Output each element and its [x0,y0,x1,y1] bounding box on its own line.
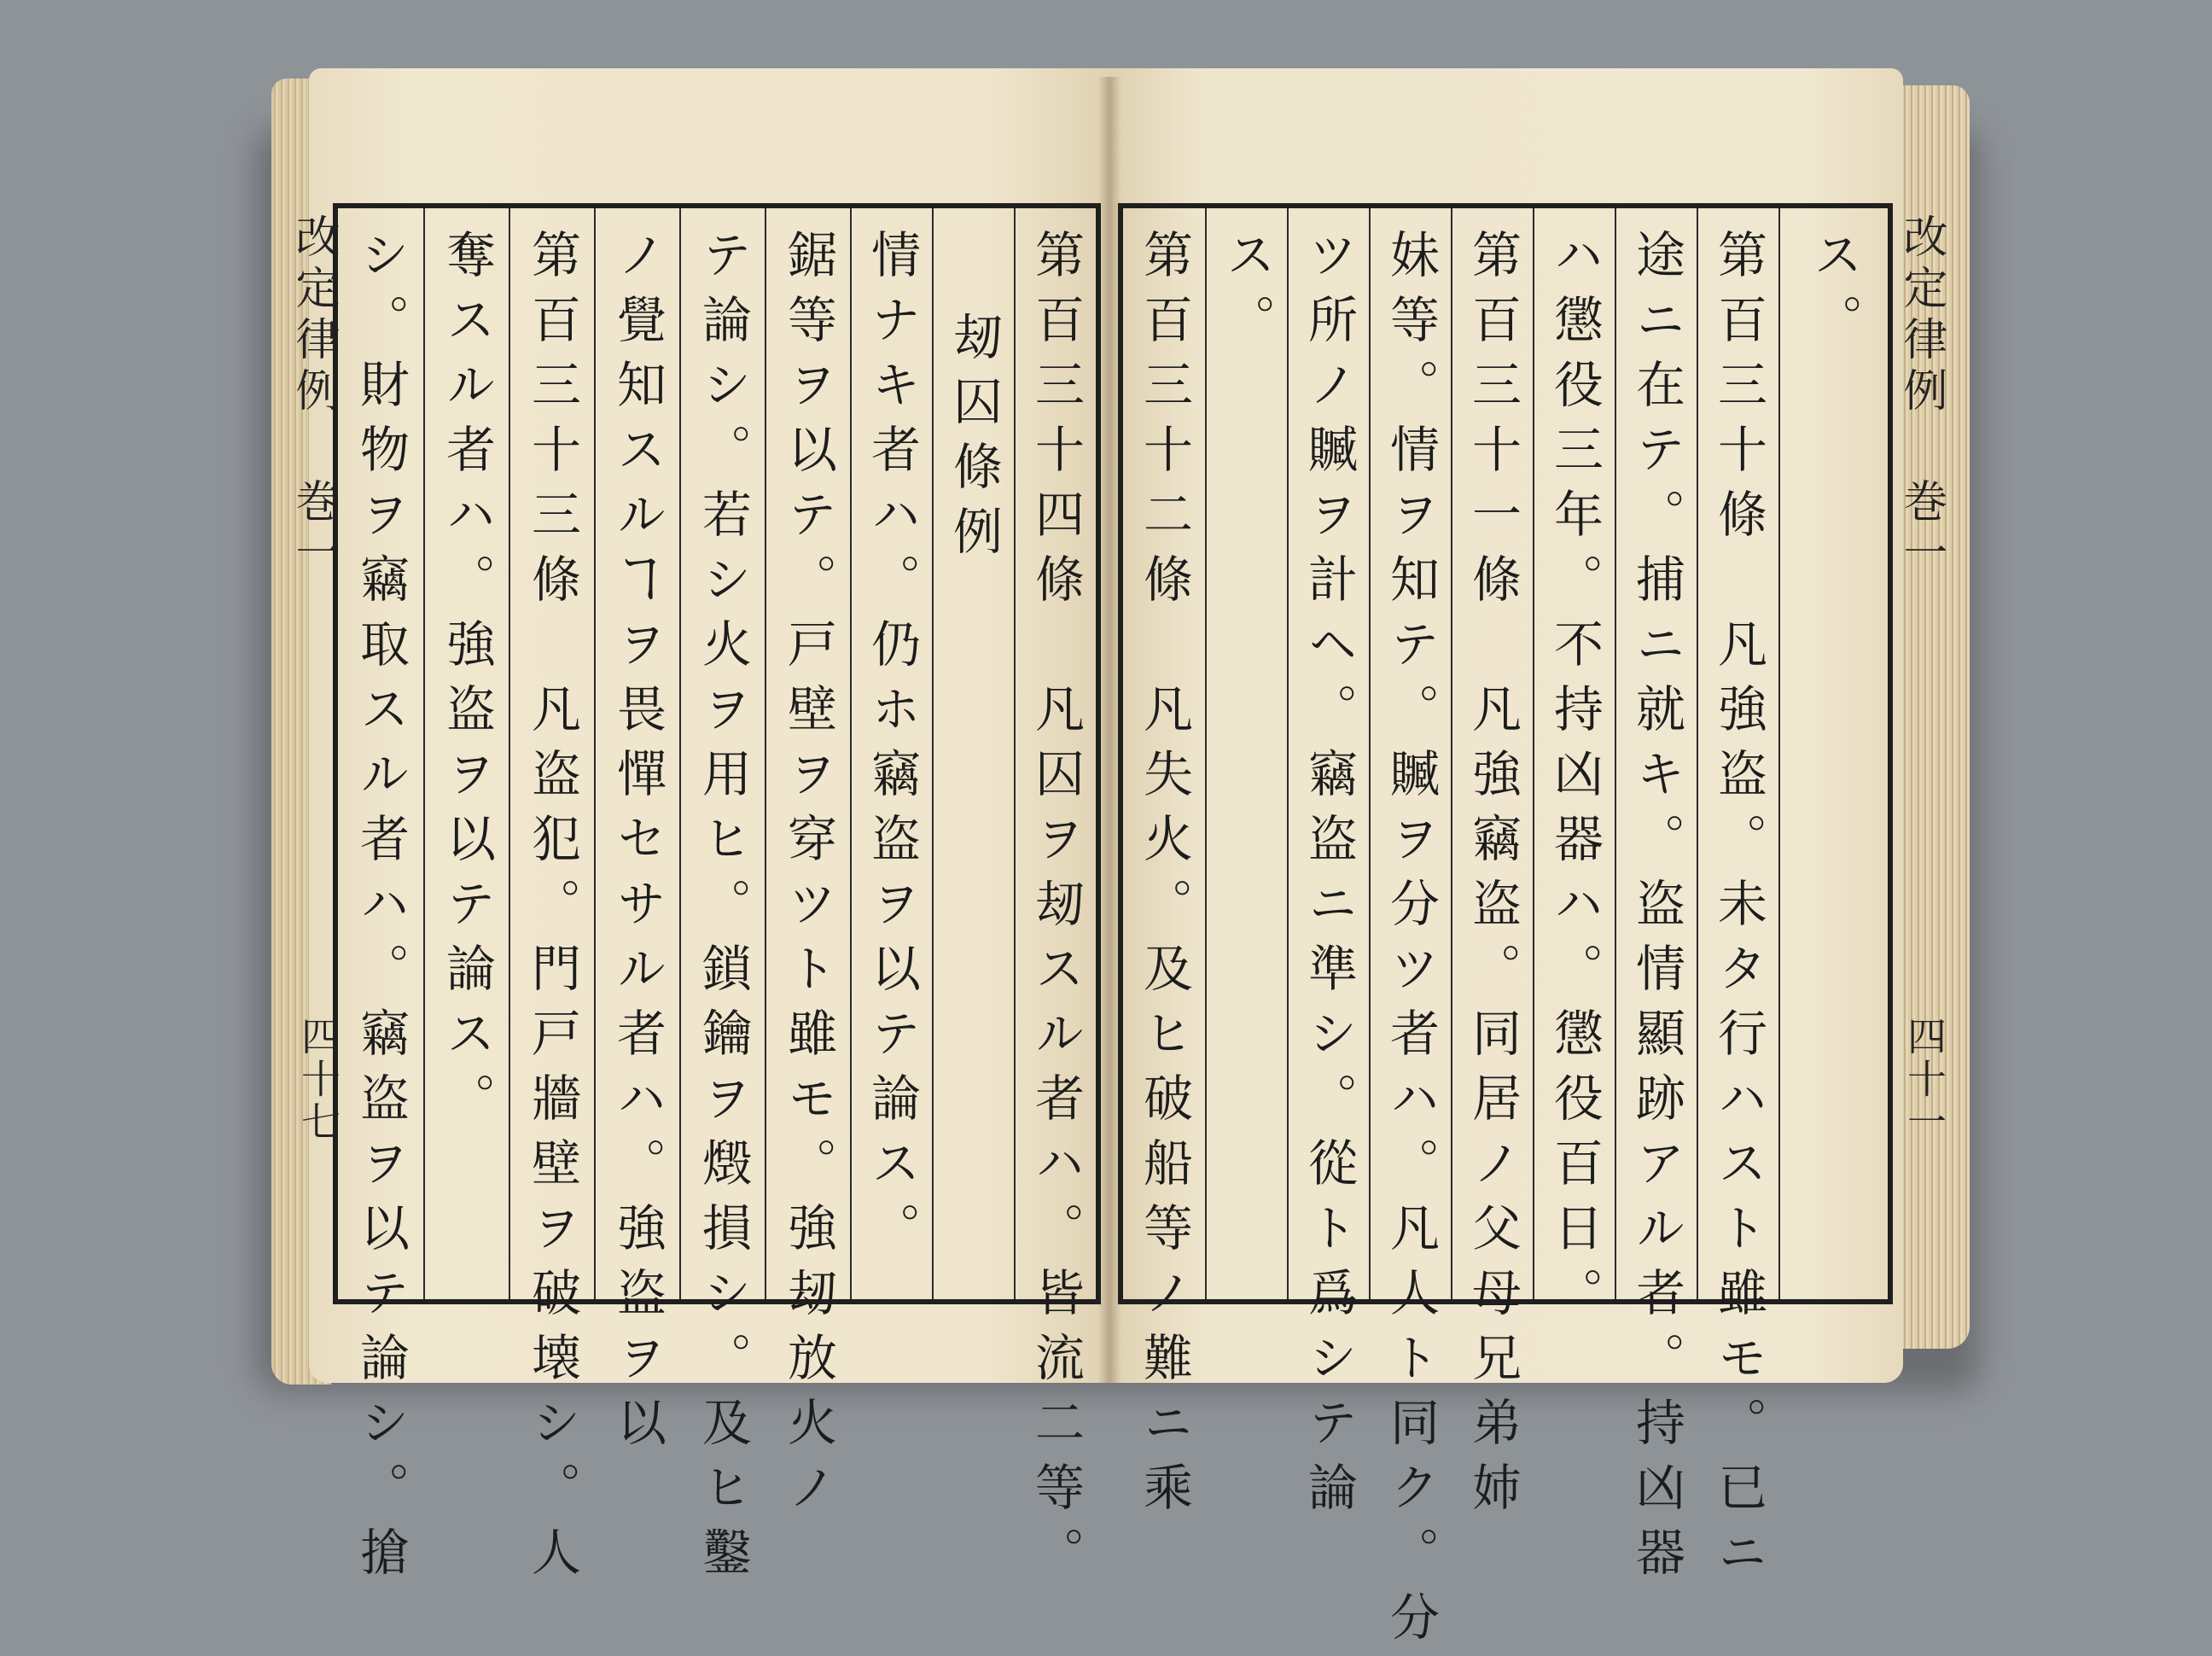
left-margin-title: 改定律例 [288,213,339,418]
text-column: ス。 [1205,208,1287,1299]
left-margin-volume: 巻一 [288,478,339,580]
text-column: 第百三十條 凡強盗。未タ行ハスト雖モ。已ニ [1697,208,1778,1299]
right-margin-volume: 巻一 [1895,478,1947,580]
right-margin-title: 改定律例 [1895,213,1947,418]
text-column: ツ所ノ贓ヲ計ヘ。竊盗ニ準シ。從ト爲シテ論 [1287,208,1369,1299]
text-column: 刼囚條例 [932,208,1014,1299]
text-column: シ。財物ヲ竊取スル者ハ。竊盗ヲ以テ論シ。搶 [352,229,410,1591]
text-column: テ論シ。若シ火ヲ用ヒ。鎖鑰ヲ燬損シ。及ヒ鑿 [679,208,765,1299]
text-column: 第百三十二條 凡失火。及ヒ破船等ノ難ニ乘 [1135,229,1193,1526]
left-folio: 四十七 [295,1016,341,1144]
text-column: 鋸等ヲ以テ。戸壁ヲ穿ツト雖モ。強刼放火ノ [765,208,850,1299]
text-column: 妹等。情ヲ知テ。贓ヲ分ツ者ハ。凡人ト同ク。分 [1369,208,1451,1299]
right-folio: 四十一 [1901,1016,1947,1144]
left-text-frame [333,203,1101,1591]
text-column: 第百三十四條 凡囚ヲ刼スル者ハ。皆流二等。 [1014,208,1096,1299]
text-column: ハ懲役三年。不持凶器ハ。懲役百日。 [1533,208,1615,1299]
text-column: 情ナキ者ハ。仍ホ竊盗ヲ以テ論ス。 [850,208,932,1299]
text-column: ノ覺知スルヿヲ畏憚セサル者ハ。強盗ヲ以 [594,208,679,1299]
right-text-frame [1118,203,1893,1656]
text-column: ス。 [1778,208,1888,1299]
text-column: 第百三十一條 凡強竊盗。同居ノ父母兄弟姉 [1451,208,1533,1299]
text-column: 途ニ在テ。捕ニ就キ。盗情顯跡アル者。持凶器 [1615,208,1697,1299]
text-column: 奪スル者ハ。強盗ヲ以テ論ス。 [423,208,509,1299]
text-column: 第百三十三條 凡盗犯。門戸牆壁ヲ破壊シ。人 [509,208,594,1299]
